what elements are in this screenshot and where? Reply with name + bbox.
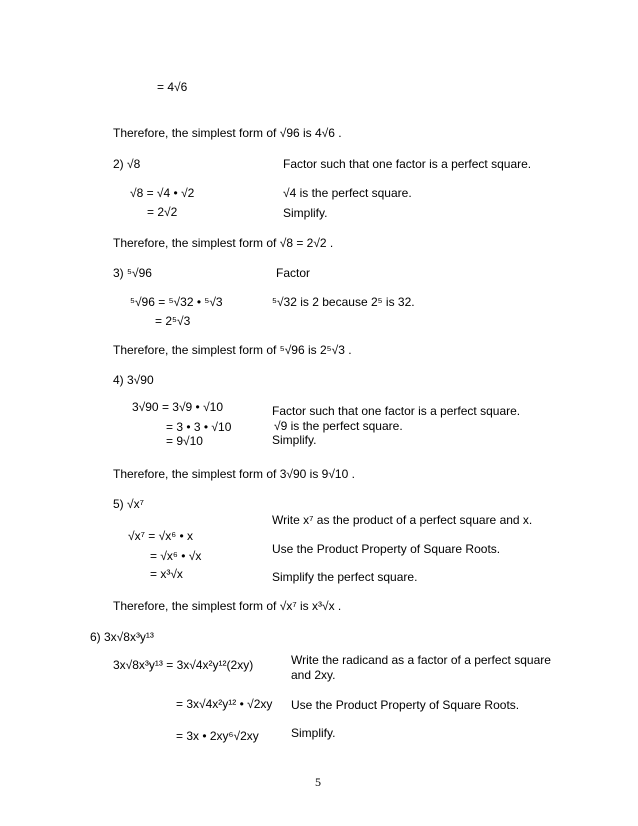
text-line-l35: and 2xy.	[291, 668, 336, 682]
text-line-l23: Therefore, the simplest form of 3√90 is 9√10 .	[113, 467, 355, 481]
text-line-l37: Use the Product Property of Square Roots.	[291, 698, 520, 712]
text-line-l21: = 9√10	[166, 434, 203, 448]
text-line-l26: √x⁷ = √x⁶ • x	[128, 529, 193, 543]
text-line-l18: Factor such that one factor is a perfect square.	[272, 404, 521, 418]
text-line-l39: Simplify.	[291, 726, 336, 740]
text-line-l28: = √x⁶ • √x	[150, 549, 202, 563]
text-line-l16: 4) 3√90	[113, 373, 154, 387]
text-line-l02: Therefore, the simplest form of √96 is 4√6 .	[113, 126, 342, 140]
text-line-l24: 5) √x⁷	[113, 497, 144, 511]
text-line-l31: Therefore, the simplest form of √x⁷ is x³√x .	[113, 599, 342, 613]
text-line-l22: Simplify.	[272, 433, 317, 447]
text-line-l01: = 4√6	[157, 80, 188, 94]
text-line-l09: Therefore, the simplest form of √8 = 2√2 .	[113, 236, 334, 250]
text-line-l17: 3√90 = 3√9 • √10	[132, 400, 224, 414]
text-line-l33: 3x√8x³y¹³ = 3x√4x²y¹²(2xy)	[113, 658, 254, 672]
text-line-l04: Factor such that one factor is a perfect square.	[283, 157, 532, 171]
text-line-l29: = x³√x	[150, 567, 183, 581]
text-line-l20: √9 is the perfect square.	[274, 419, 403, 433]
text-line-l12: ⁵√96 = ⁵√32 • ⁵√3	[130, 295, 223, 309]
text-line-l27: Use the Product Property of Square Roots.	[272, 542, 501, 556]
page-number: 5	[315, 775, 321, 789]
text-line-l25: Write x⁷ as the product of a perfect square and x.	[272, 513, 533, 527]
text-line-l08: Simplify.	[283, 206, 328, 220]
text-line-l03: 2) √8	[113, 157, 141, 171]
text-line-l13: ⁵√32 is 2 because 2⁵ is 32.	[272, 295, 415, 309]
text-line-l36: = 3x√4x²y¹² • √2xy	[176, 697, 273, 711]
text-line-l19: = 3 • 3 • √10	[166, 420, 232, 434]
text-line-l07: = 2√2	[147, 205, 178, 219]
text-line-l30: Simplify the perfect square.	[272, 570, 418, 584]
text-line-l11: Factor	[276, 266, 311, 280]
text-line-l06: √4 is the perfect square.	[283, 186, 412, 200]
text-line-l15: Therefore, the simplest form of ⁵√96 is 2⁵√3 .	[113, 343, 352, 357]
text-line-l14: = 2⁵√3	[155, 314, 191, 328]
text-line-l38: = 3x • 2xy⁶√2xy	[176, 729, 259, 743]
text-line-l34: Write the radicand as a factor of a perfect square	[291, 653, 551, 667]
text-line-l10: 3) ⁵√96	[113, 266, 152, 280]
text-line-l32: 6) 3x√8x³y¹³	[90, 630, 154, 644]
text-line-l05: √8 = √4 • √2	[130, 186, 195, 200]
